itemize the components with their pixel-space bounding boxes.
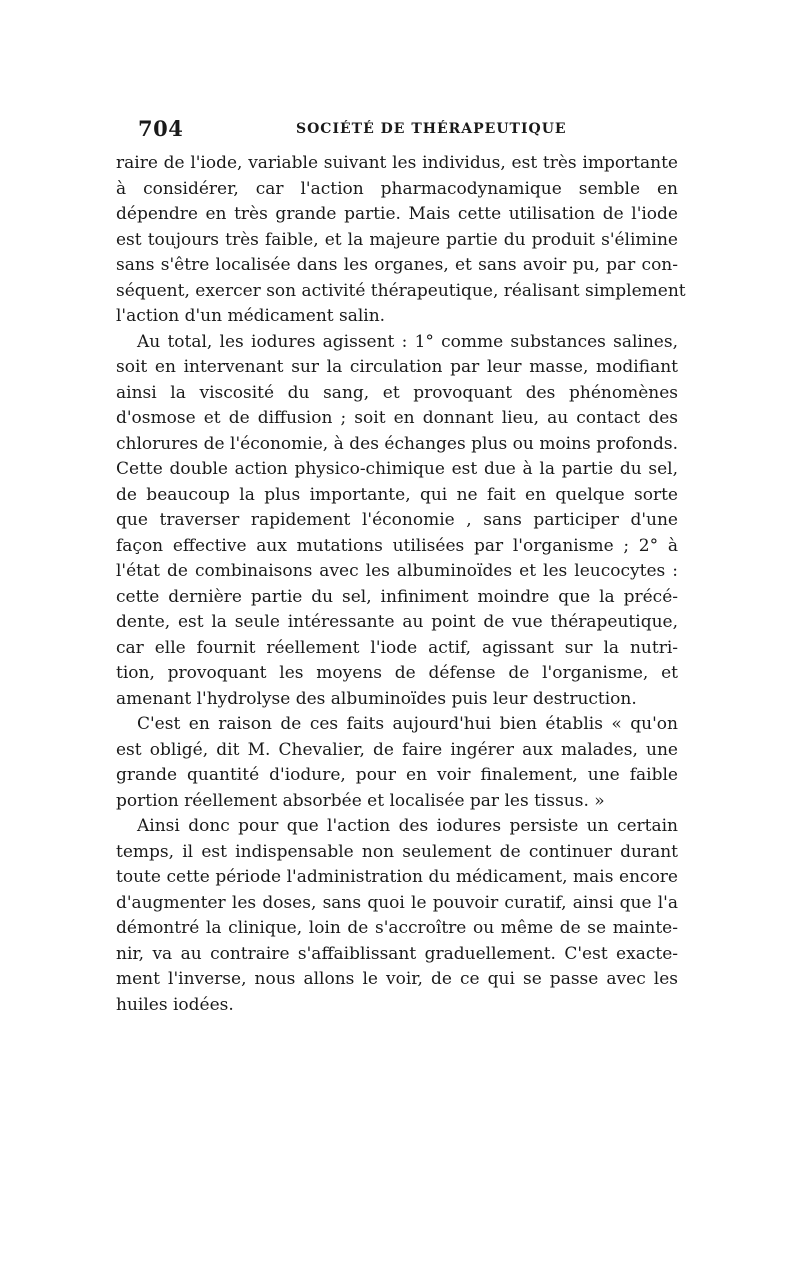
text-line: tion, provoquant les moyens de défense de l'organisme, et — [116, 663, 678, 683]
text-line: façon effective aux mutations utilisées par l'organisme ; 2° à — [116, 535, 678, 556]
text-line: soit en intervenant sur la circulation par leur masse, modifiant — [116, 357, 678, 377]
text-line: l'état de combinaisons avec les albuminoïdes et les leucocytes : — [116, 561, 678, 581]
text-line: est toujours très faible, et la majeure partie du produit s'élimine — [116, 229, 678, 250]
page-header — [116, 116, 678, 146]
text-line: sans s'être localisée dans les organes, et sans avoir pu, par con- — [116, 255, 678, 275]
text-line: Ainsi donc pour que l'action des iodures persiste un certain — [137, 816, 678, 836]
text-line: toute cette période l'administration du médicament, mais encore — [116, 867, 678, 887]
text-line: démontré la clinique, loin de s'accroître ou même de se mainte- — [116, 918, 678, 938]
text-line: l'action d'un médicament salin. — [116, 306, 386, 326]
text-line: ainsi la viscosité du sang, et provoquant des phénomènes — [116, 382, 678, 403]
text-line: est obligé, dit M. Chevalier, de faire ingérer aux malades, une — [116, 739, 678, 760]
text-line: car elle fournit réellement l'iode actif, agissant sur la nutri- — [116, 637, 678, 658]
page-number: 704 — [138, 116, 184, 141]
running-head: SOCIÉTÉ DE THÉRAPEUTIQUE — [296, 121, 567, 137]
text-line: Cette double action physico-chimique est due à la partie du sel, — [116, 459, 678, 479]
text-line: de beaucoup la plus importante, qui ne fait en quelque sorte — [116, 484, 678, 505]
text-line: séquent, exercer son activité thérapeutique, réalisant simplement — [116, 280, 686, 301]
text-line: portion réellement absorbée et localisée par les tissus. » — [116, 790, 605, 811]
text-line: amenant l'hydrolyse des albuminoïdes puis leur destruction. — [116, 688, 637, 709]
text-line: nir, va au contraire s'affaiblissant graduellement. C'est exacte- — [116, 943, 678, 964]
text-line: d'augmenter les doses, sans quoi le pouvoir curatif, ainsi que l'a — [116, 892, 678, 913]
text-line: temps, il est indispensable non seulement de continuer durant — [116, 841, 678, 862]
text-line: Au total, les iodures agissent : 1° comme substances salines, — [137, 331, 678, 352]
text-line: raire de l'iode, variable suivant les individus, est très importante — [116, 153, 678, 173]
text-line: cette dernière partie du sel, infiniment moindre que la précé- — [116, 586, 678, 607]
text-line: C'est en raison de ces faits aujourd'hui bien établis « qu'on — [137, 714, 678, 734]
text-line: dépendre en très grande partie. Mais cette utilisation de l'iode — [116, 204, 678, 224]
text-line: huiles iodées. — [116, 994, 234, 1015]
text-line: grande quantité d'iodure, pour en voir finalement, une faible — [116, 765, 678, 785]
text-line: d'osmose et de diffusion ; soit en donnant lieu, au contact des — [116, 408, 678, 428]
text-line: chlorures de l'économie, à des échanges plus ou moins profonds. — [116, 433, 678, 454]
body-text — [116, 151, 686, 1018]
text-line: à considérer, car l'action pharmacodynamique semble en — [116, 178, 678, 199]
text-line: que traverser rapidement l'économie , sans participer d'une — [116, 510, 678, 530]
text-line: dente, est la seule intéressante au point de vue thérapeutique, — [116, 612, 678, 632]
text-line: ment l'inverse, nous allons le voir, de ce qui se passe avec les — [116, 969, 678, 989]
